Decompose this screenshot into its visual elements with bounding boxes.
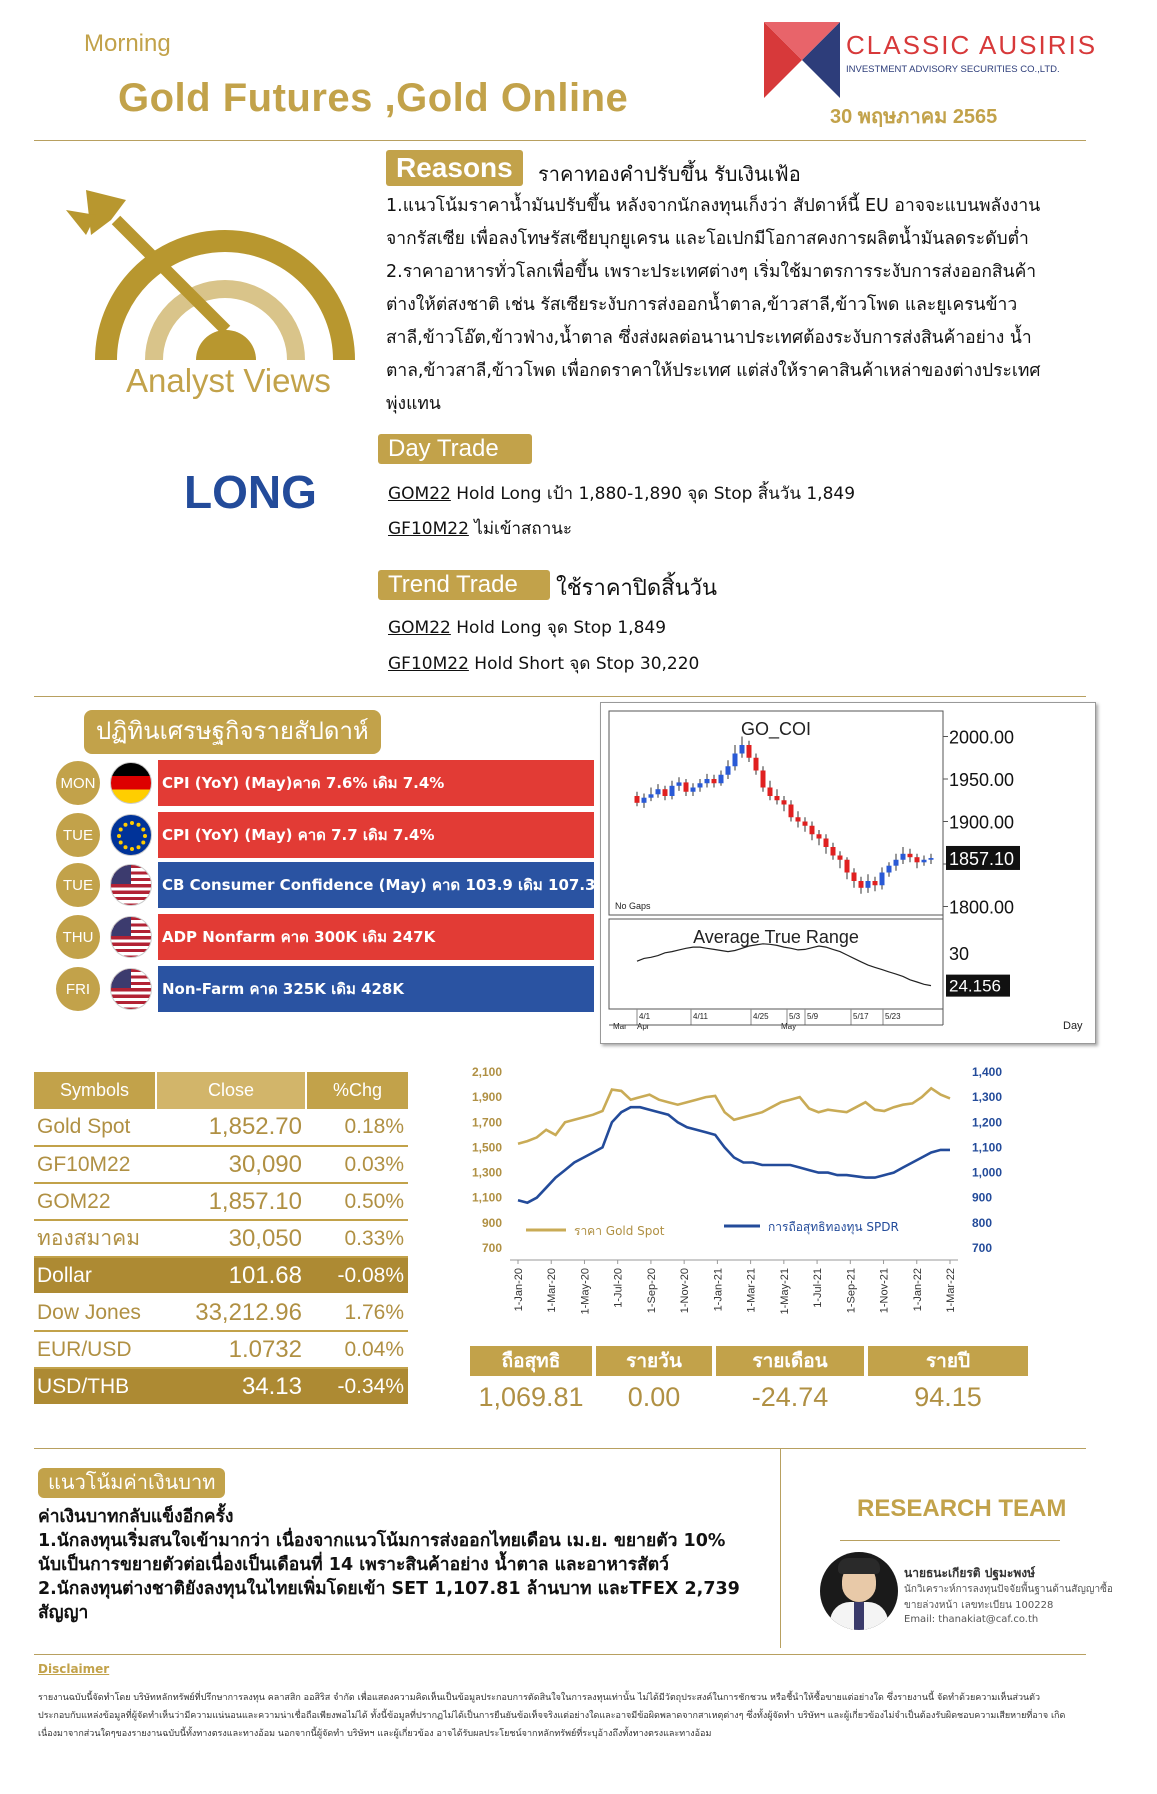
go-coi-chart: [601, 703, 1097, 1045]
divider: [34, 140, 1086, 141]
chart-title: GO_COI: [740, 719, 812, 739]
day-label: THU: [56, 915, 100, 959]
germany-flag: [110, 762, 152, 804]
holdings-header: รายปี: [868, 1346, 1028, 1376]
change-value: 0.04%: [306, 1331, 408, 1368]
day-trade-tag: Day Trade: [378, 434, 532, 464]
candle: [761, 771, 766, 788]
candle: [817, 834, 822, 838]
calendar-event: CPI (YoY) (May) คาด 7.7 เดิม 7.4%: [158, 812, 594, 858]
close-value: 1.0732: [156, 1331, 306, 1368]
y-tick-label: 1900.00: [949, 812, 1015, 833]
y-tick-label: 1800.00: [949, 897, 1015, 918]
candle: [901, 854, 906, 860]
column-header: Symbols: [34, 1072, 156, 1109]
candle: [649, 794, 654, 797]
candle: [747, 745, 752, 758]
baht-tag: แนวโน้มค่าเงินบาท: [38, 1468, 225, 1498]
analyst-view-position: LONG: [184, 466, 317, 518]
x-tick-label: 1-Jan-20: [513, 1268, 525, 1312]
vertical-divider: [780, 1448, 781, 1648]
y-right-tick-label: 1,400: [972, 1065, 1003, 1079]
change-value: 0.03%: [306, 1146, 408, 1183]
x-tick-label: 1-Jul-21: [812, 1268, 825, 1308]
candle: [908, 854, 913, 857]
symbols-table: [34, 1072, 408, 1406]
y-right-tick-label: 1,200: [972, 1115, 1003, 1130]
reason-line: จากรัสเซีย เพื่อลงโทษรัสเซียบุกยูเครน และโอเปกมีโอกาสคงการผลิตน้ำมันลดระดับต่ำ: [386, 229, 1029, 249]
symbol-name: Gold Spot: [34, 1109, 156, 1146]
holdings-value: 94.15: [914, 1382, 982, 1412]
holdings-value: 1,069.81: [478, 1382, 584, 1412]
analyst-license: ขายล่วงหน้า เลขทะเบียน 100228: [904, 1600, 1054, 1611]
divider: [34, 1448, 1086, 1449]
candle: [894, 860, 899, 866]
y-tick-label: 1950.00: [949, 770, 1015, 790]
x-unit-label: Day: [1063, 1020, 1083, 1032]
reason-line: ตาล,ข้าวสาลี,ข้าวโพด เพื่อกดราคาให้ประเทศ แต่ส่งให้ราคาสินค้าเหล่าของต่างประเทศ: [386, 361, 1041, 381]
change-value: 0.18%: [306, 1109, 408, 1146]
analyst-role: นักวิเคราะห์การลงทุนปัจจัยพื้นฐานด้านสัญญาซื้อ: [904, 1584, 1113, 1595]
calendar-event: CPI (YoY) (May)คาด 7.6% เดิม 7.4%: [158, 760, 594, 806]
change-value: -0.34%: [306, 1368, 408, 1405]
symbol-link: GOM22: [388, 618, 451, 638]
holdings-value: -24.74: [751, 1382, 829, 1412]
close-value: 34.13: [156, 1368, 306, 1405]
y-left-tick-label: 1,100: [471, 1190, 502, 1205]
candle: [698, 783, 703, 787]
candle: [670, 786, 675, 796]
y-left-tick-label: 1,300: [471, 1165, 502, 1180]
y-right-tick-label: 1,100: [972, 1140, 1003, 1155]
x-tick-label: 5/23: [885, 1012, 901, 1021]
table-row: [34, 1109, 408, 1146]
candle: [705, 779, 710, 783]
holdings-header: ถือสุทธิ: [470, 1346, 592, 1376]
day-trade-line-2: GF10M22 ไม่เข้าสถานะ: [388, 519, 572, 539]
table-row: [34, 1220, 408, 1257]
divider: [34, 696, 1086, 697]
table-header-row: [34, 1072, 408, 1109]
legend-label-gold: ราคา Gold Spot: [574, 1224, 665, 1238]
candle: [929, 858, 934, 860]
candle: [726, 766, 731, 775]
x-month-label: Apr: [637, 1022, 650, 1031]
candle: [782, 800, 787, 804]
trend-trade-line-1: GOM22 Hold Long จุด Stop 1,849: [388, 618, 667, 638]
reason-line: พุ่งแทน: [386, 394, 441, 414]
y-left-tick-label: 1,500: [471, 1140, 502, 1155]
symbol-name: Dollar: [34, 1257, 156, 1294]
candle: [656, 789, 661, 794]
change-value: -0.08%: [306, 1257, 408, 1294]
close-value: 101.68: [156, 1257, 306, 1294]
calendar-event: CB Consumer Confidence (May) คาด 103.9 เดิม 107.3: [158, 862, 594, 908]
trend-trade-note: ใช้ราคาปิดสิ้นวัน: [556, 576, 718, 601]
y-right-tick-label: 700: [972, 1241, 993, 1255]
x-tick-label: 4/1: [639, 1012, 651, 1021]
candle: [887, 866, 892, 873]
candle: [915, 857, 920, 862]
atr-tick-label: 30: [949, 943, 970, 964]
analyst-email: Email: thanakiat@caf.co.th: [904, 1614, 1039, 1625]
symbol-link: GF10M22: [388, 654, 469, 674]
trend-trade-tag: Trend Trade: [378, 570, 550, 600]
symbol-name: USD/THB: [34, 1368, 156, 1405]
candle: [845, 860, 850, 873]
x-tick-label: 1-Nov-20: [679, 1268, 692, 1314]
gold-spot-line: [518, 1088, 950, 1143]
candle: [880, 873, 885, 886]
reasons-tag: Reasons: [386, 150, 523, 186]
close-value: 30,090: [156, 1146, 306, 1183]
candle: [852, 873, 857, 882]
x-tick-label: 1-Jul-20: [612, 1268, 625, 1308]
baht-line: 2.นักลงทุนต่างชาติยังลงทุนในไทยเพิ่มโดยเข้า SET 1,107.81 ล้านบาท และTFEX 2,739: [38, 1579, 740, 1599]
analyst-name: นายธนะเกียรติ ปฐมะพงษ์: [904, 1566, 1036, 1580]
disclaimer-line: ประกอบกับแหล่งข้อมูลที่ผู้จัดทำเห็นว่ามีความแน่นอนและความน่าเชื่อถือเพียงพอไม่ได้ ทั้งนี้ข้อมูลที่ปรากฏไม่ได้เป็นการยืนยันข้อเท็จจริงแต่อย่างใดและอาจมีข้อผิดพลาดจากสาเหตุต่างๆ ซึ่งทั้งผู้จัดทำ บริษัทฯ และผู้เกี่ยวข้องไม่จำเป็นต้องรับผิดชอบความเสียหายที่อาจ เกิด: [38, 1711, 1066, 1721]
analyst-avatar: [820, 1552, 898, 1630]
x-tick-label: 1-Mar-20: [546, 1268, 559, 1313]
column-header: Close: [156, 1072, 306, 1109]
calendar-title: ปฏิทินเศรษฐกิจรายสัปดาห์: [84, 710, 381, 754]
calendar-event: ADP Nonfarm คาด 300K เดิม 247K: [158, 914, 594, 960]
change-value: 0.33%: [306, 1220, 408, 1257]
y-left-tick-label: 2,100: [471, 1065, 502, 1079]
candle: [663, 789, 668, 796]
change-value: 1.76%: [306, 1294, 408, 1331]
target-arrow-icon: [66, 180, 356, 370]
x-tick-label: 1-Sep-21: [845, 1268, 858, 1314]
us-flag: [110, 916, 152, 958]
baht-line: นับเป็นการขยายตัวต่อเนื่องเป็นเดือนที่ 14 เพราะสินค้าอย่าง น้ำตาล และอาหารสัตว์: [38, 1555, 669, 1575]
day-label: FRI: [56, 967, 100, 1011]
no-gaps-label: No Gaps: [615, 901, 651, 911]
candle: [810, 826, 815, 835]
baht-line: 1.นักลงทุนเริ่มสนใจเข้ามากว่า เนื่องจากแนวโน้มการส่งออกไทยเดือน เม.ย. ขยายตัว 10%: [38, 1531, 726, 1551]
reasons-body: [386, 190, 1126, 421]
trend-trade-line-2: GF10M22 Hold Short จุด Stop 30,220: [388, 654, 700, 674]
classic-ausiris-logo: [764, 22, 840, 98]
candle: [866, 881, 871, 888]
research-team-title: RESEARCH TEAM: [857, 1495, 1067, 1522]
candle: [691, 788, 696, 792]
x-month-label: Mar: [613, 1022, 627, 1031]
close-value: 33,212.96: [156, 1294, 306, 1331]
x-tick-label: 5/3: [789, 1012, 801, 1021]
symbol-name: ทองสมาคม: [34, 1220, 156, 1257]
table-row: [34, 1368, 408, 1405]
atr-title: Average True Range: [693, 927, 859, 947]
candle: [684, 782, 689, 791]
close-value: 30,050: [156, 1220, 306, 1257]
candle: [838, 856, 843, 860]
x-tick-label: 1-Jan-21: [712, 1268, 725, 1312]
go-coi-chart-panel: [600, 702, 1096, 1044]
report-period: Morning: [84, 30, 171, 57]
change-value: 0.50%: [306, 1183, 408, 1220]
baht-line: สัญญา: [38, 1603, 89, 1623]
reason-line: 1.แนวโน้มราคาน้ำมันปรับขึ้น หลังจากนักลงทุนเก็งว่า สัปดาห์นี้ EU อาจจะแบนพลังงาน: [386, 196, 1041, 216]
y-tick-label: 2000.00: [949, 727, 1015, 748]
symbol-link: GOM22: [388, 484, 451, 504]
x-tick-label: 1-Mar-21: [745, 1268, 758, 1313]
us-flag: [110, 864, 152, 906]
y-left-tick-label: 1,900: [471, 1090, 502, 1105]
candle: [789, 805, 794, 818]
candle: [677, 782, 682, 785]
symbol-name: Dow Jones: [34, 1294, 156, 1331]
x-tick-label: 1-May-21: [778, 1268, 791, 1315]
column-header: %Chg: [306, 1072, 408, 1109]
candle: [635, 796, 640, 803]
candle: [642, 798, 647, 803]
price-pane: [609, 711, 943, 915]
close-value: 1,852.70: [156, 1109, 306, 1146]
candle: [831, 847, 836, 856]
candle: [824, 839, 829, 848]
symbol-link: GF10M22: [388, 519, 469, 539]
candle: [754, 758, 759, 771]
analyst-views-label: Analyst Views: [126, 362, 331, 399]
x-tick-label: 5/17: [853, 1012, 869, 1021]
calendar-event: Non-Farm คาด 325K เดิม 428K: [158, 966, 594, 1012]
atr-value-label: 24.156: [949, 976, 1001, 996]
candle: [873, 881, 878, 885]
symbol-name: GOM22: [34, 1183, 156, 1220]
x-tick-label: 5/9: [807, 1012, 819, 1021]
disclaimer-line: เนื่องมาจากส่วนใดๆของรายงานฉบับนี้ทั้งทางตรงและทางอ้อม นอกจากนี้ผู้จัดทำ บริษัทฯ และผู้เกี่ยวข้อง อาจได้รับผลประโยชน์จากหลักทรัพย์ที่ระบุอ้างถึงทั้งทางตรงและทางอ้อม: [38, 1729, 712, 1739]
y-left-tick-label: 900: [481, 1215, 502, 1230]
eu-flag: [110, 814, 152, 856]
brand-name: CLASSIC AUSIRIS: [846, 30, 1098, 60]
x-tick-label: 1-May-20: [579, 1268, 592, 1315]
holdings-header: รายวัน: [596, 1346, 712, 1376]
reasons-headline: ราคาทองคำปรับขึ้น รับเงินเฟ้อ: [538, 162, 801, 186]
candle: [768, 788, 773, 797]
y-left-tick-label: 1,700: [471, 1115, 502, 1130]
gold-spot-spdr-chart: [456, 1064, 1028, 1344]
baht-headline: ค่าเงินบาทกลับแข็งอีกครั้ง: [38, 1507, 234, 1527]
candle: [733, 754, 738, 767]
x-month-label: May: [781, 1022, 797, 1031]
table-row: [34, 1294, 408, 1331]
y-right-tick-label: 1,300: [972, 1090, 1003, 1105]
day-label: MON: [56, 761, 100, 805]
candle: [775, 796, 780, 800]
disclaimer-line: รายงานฉบับนี้จัดทำโดย บริษัทหลักทรัพย์ที่ปรึกษาการลงทุน คลาสสิก ออสิริส จำกัด เพื่อแสดงความคิดเห็นเป็นข้อมูลประกอบการตัดสินใจในการลงทุนเท่านั้น ไม่ได้มีวัตถุประสงค์ในการชักชวน หรือชี้นำให้ซื้อขายแต่อย่างใด ซึ่งรายงานนี้ จัดทำด้วยความเห็นส่วนตัว: [38, 1693, 1041, 1703]
table-row: [34, 1146, 408, 1183]
symbol-name: GF10M22: [34, 1146, 156, 1183]
y-right-tick-label: 800: [972, 1215, 993, 1230]
candle: [740, 745, 745, 754]
report-title: Gold Futures ,Gold Online: [118, 76, 629, 120]
day-label: TUE: [56, 813, 100, 857]
divider: [34, 1654, 1086, 1655]
spdr-holdings-line: [518, 1107, 950, 1203]
x-tick-label: 1-Sep-20: [645, 1268, 658, 1314]
reason-line: สาลี,ข้าวโอ๊ต,ข้าวฟ่าง,น้ำตาล ซึ่งส่งผลต่อนานาประเทศต้องระงับการส่งสินค้าอย่าง น้ำ: [386, 328, 1032, 348]
y-left-tick-label: 700: [481, 1241, 502, 1255]
last-price-label: 1857.10: [949, 848, 1015, 869]
x-tick-label: 4/25: [753, 1012, 769, 1021]
legend-label-spdr: การถือสุทธิทองทุน SPDR: [768, 1220, 899, 1234]
candle: [922, 860, 927, 863]
x-tick-label: 4/11: [693, 1012, 708, 1021]
day-label: TUE: [56, 863, 100, 907]
x-tick-label: 1-Nov-21: [878, 1268, 891, 1314]
x-tick-label: 1-Jan-22: [911, 1268, 924, 1312]
us-flag: [110, 968, 152, 1010]
reason-line: ต่างให้ต่สงชาติ เช่น รัสเซียระงับการส่งออกน้ำตาล,ข้าวสาลี,ข้าวโพด และยูเครนข้าว: [386, 295, 1018, 315]
candle: [712, 779, 717, 783]
y-right-tick-label: 900: [972, 1190, 993, 1205]
table-row: [34, 1331, 408, 1368]
candle: [859, 881, 864, 888]
candle: [719, 775, 724, 784]
candle: [803, 822, 808, 826]
report-date: 30 พฤษภาคม 2565: [830, 106, 998, 128]
disclaimer-label: Disclaimer: [38, 1662, 110, 1676]
x-tick-label: 1-Mar-22: [945, 1268, 957, 1313]
brand-subtitle: INVESTMENT ADVISORY SECURITIES CO.,LTD.: [846, 64, 1060, 75]
divider: [840, 1540, 1060, 1541]
holdings-value: 0.00: [627, 1382, 681, 1412]
table-row: [34, 1183, 408, 1220]
holdings-header: รายเดือน: [716, 1346, 864, 1376]
close-value: 1,857.10: [156, 1183, 306, 1220]
table-row: [34, 1257, 408, 1294]
y-right-tick-label: 1,000: [972, 1165, 1003, 1180]
day-trade-line-1: GOM22 Hold Long เป้า 1,880-1,890 จุด Stop สิ้นวัน 1,849: [388, 484, 856, 504]
symbol-name: EUR/USD: [34, 1331, 156, 1368]
reason-line: 2.ราคาอาหารทั่วโลกเพื่อขึ้น เพราะประเทศต่างๆ เริ่มใช้มาตรการระงับการส่งออกสินค้า: [386, 262, 1037, 282]
candle: [796, 817, 801, 821]
